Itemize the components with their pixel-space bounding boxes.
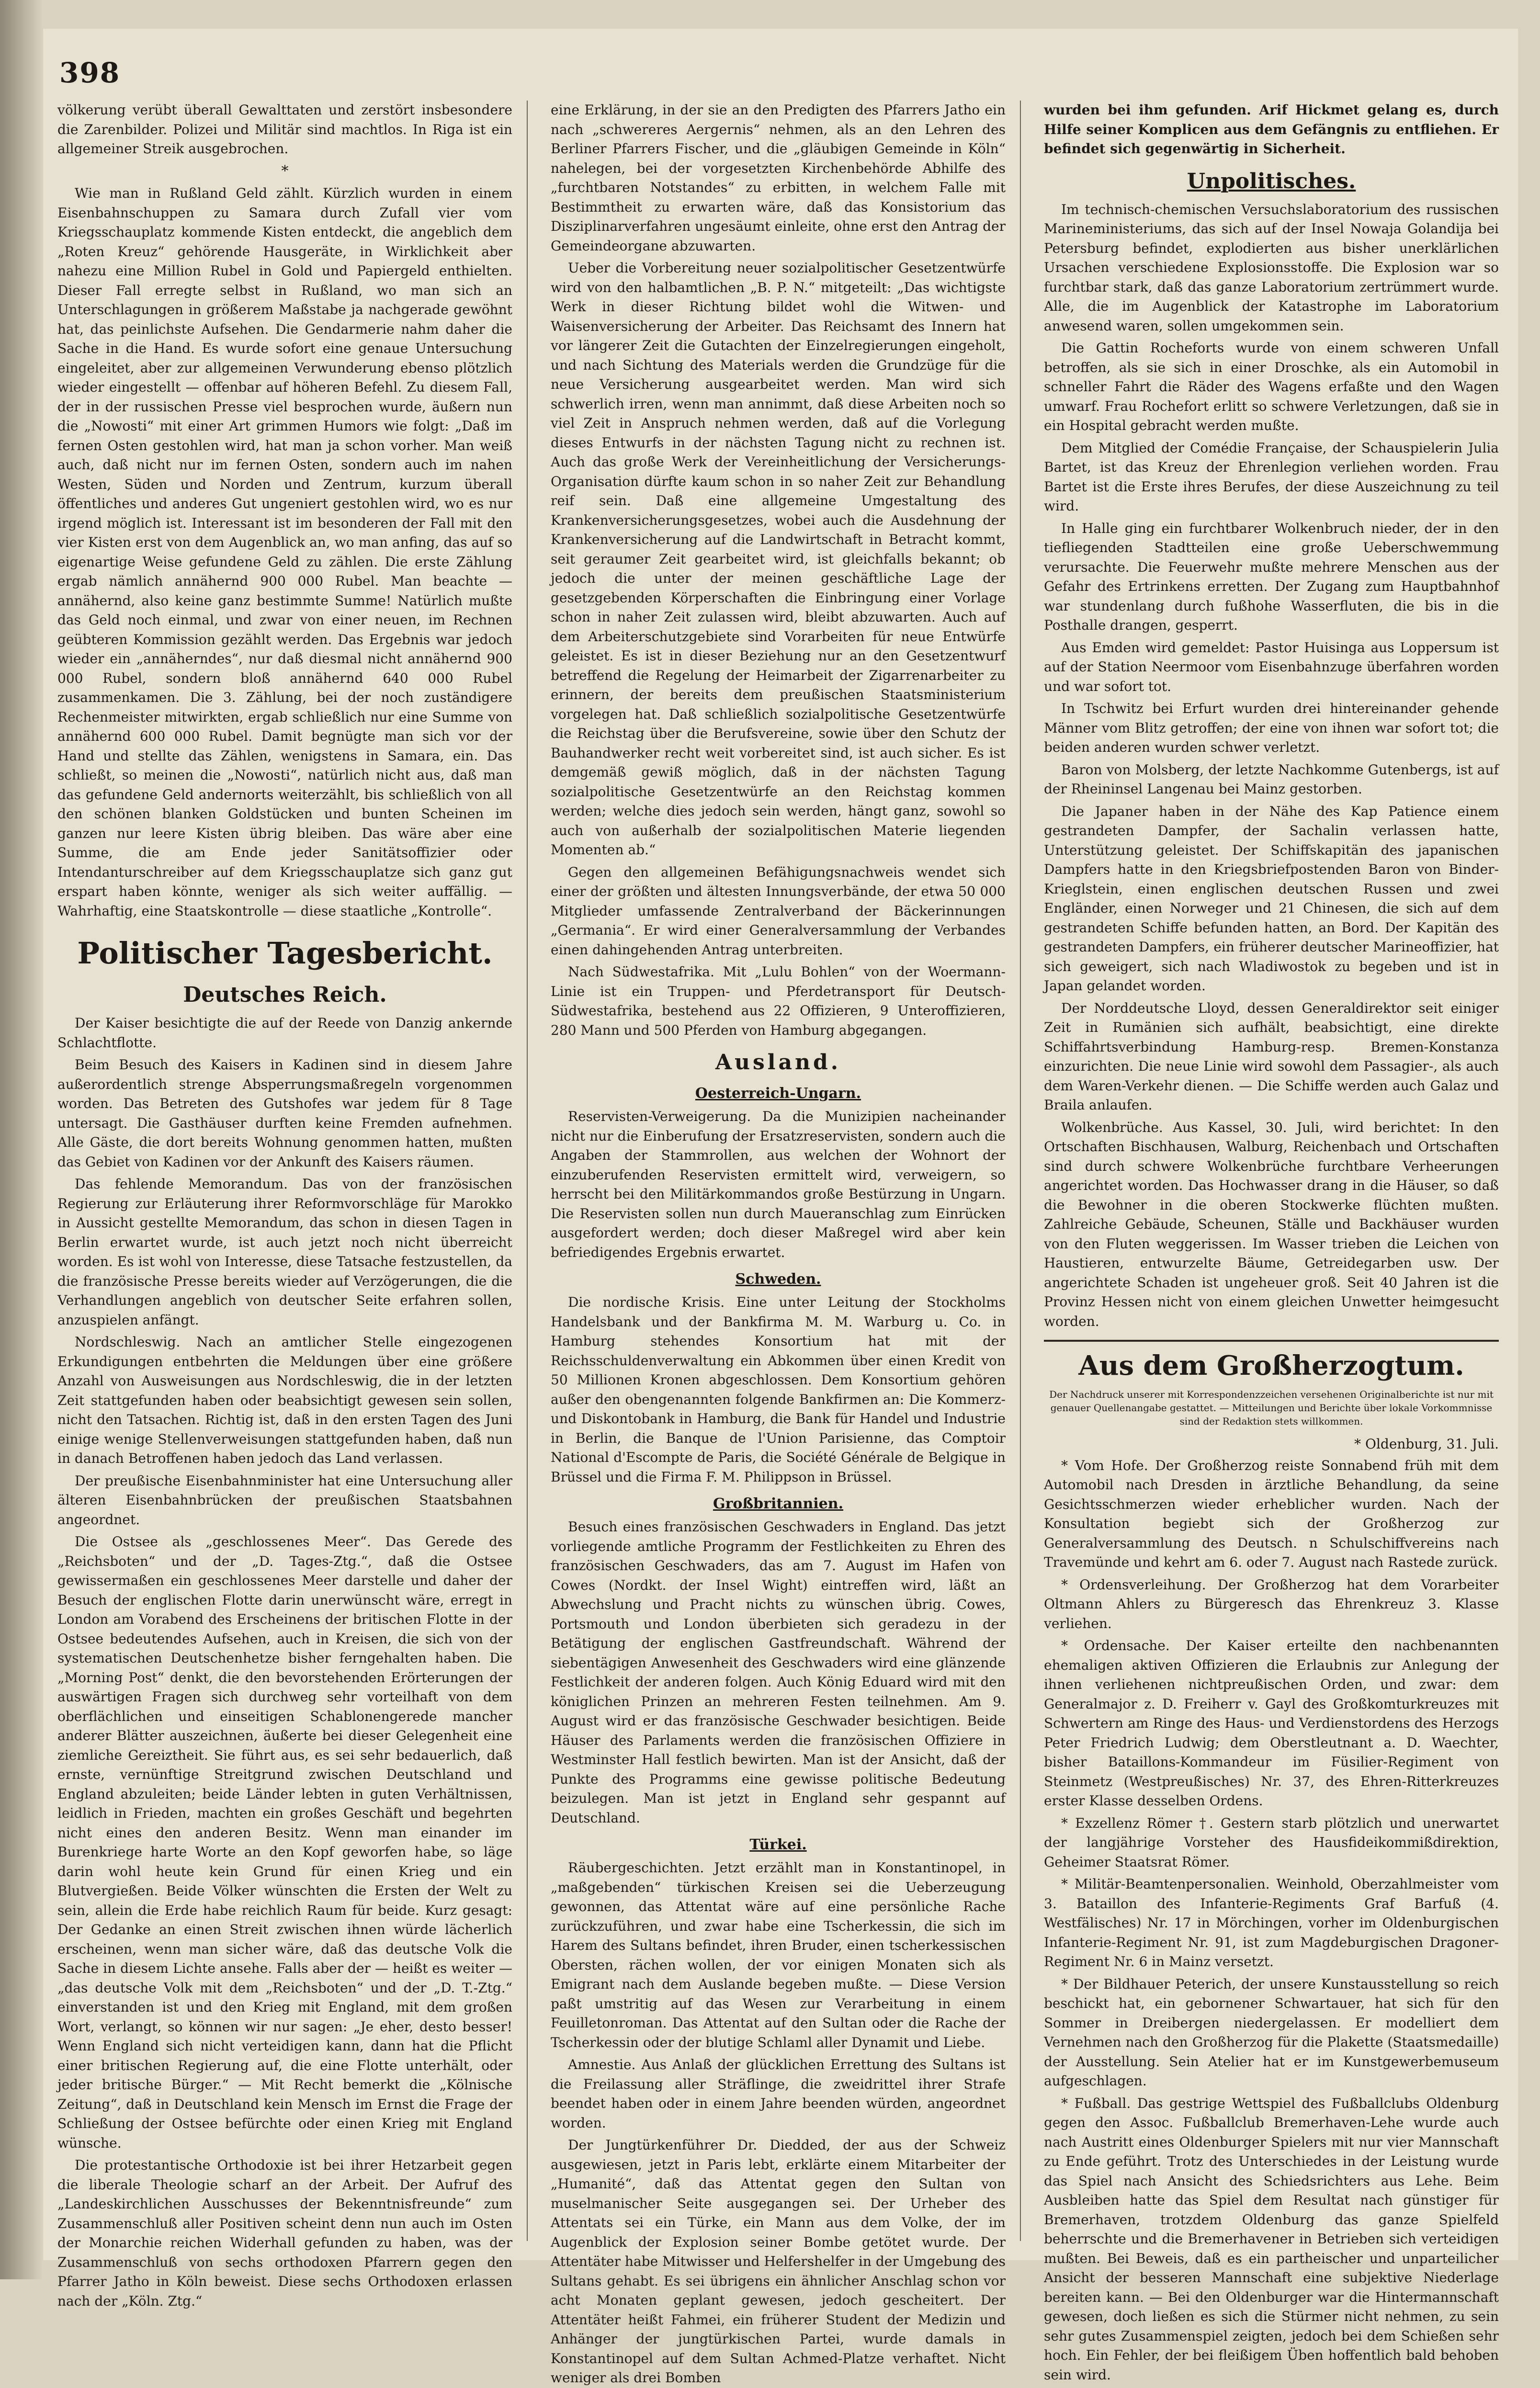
section-heading: Ausland.: [715, 1050, 841, 1075]
article-text: Der Norddeutsche Lloyd, dessen Generaldirektor seit einiger Zeit in Rumänien sich aufhält, beabsichtigt, eine direkte Schiffahrtsverbindung Hamburg-resp. Bremen-Konstanza einzurichten. Die neue Linie wird sowohl dem Passagier-, als auch dem Waren-Verkehr dienen. — Die Schiffe werden auch Galaz und Braila anlaufen.: [1044, 1000, 1499, 1113]
subsection-heading: Großbritannien.: [713, 1495, 844, 1512]
article-text: Die Gattin Rocheforts wurde von einem schweren Unfall betroffen, als sie sich in einer Droschke, als ein Automobil in schneller Fahrt die Räder des Wagens erfaßte und den Wagen umwarf. Frau Rochefort erlitt so schwere Verletzungen, daß sie in ein Hospital gebracht werden mußte.: [1044, 340, 1499, 433]
article-text: Wie man in Rußland Geld zählt. Kürzlich wurden in einem Eisenbahnschuppen zu Samara durch Zufall vier vom Kriegsschauplatz kommende Kisten entdeckt, die angeblich dem „Roten Kreuz“ gehörende Hausgeräte, in Wirklichkeit aber nahezu eine Million Rubel in Gold und Papiergeld enthielten. Dieser Fall erregte selbst in Rußland, wo man sich an Unterschlagungen in größerem Maßstabe ja nachgerade gewöhnt hat, das peinlichste Aufsehen. Die Gendarmerie nahm daher die Sache in die Hand. Es wurde sofort eine genaue Untersuchung eingeleitet, aber zur allgemeinen Verwunderung ebenso plötzlich wieder eingestellt — offenbar auf höheren Befehl. Zu diesem Fall, der in der russischen Presse viel besprochen wurde, äußern nun die „Nowosti“ mit einer Art grimmen Humors wie folgt: „Daß im fernen Osten gestohlen wird, hat man ja schon vorher. Man weiß auch, daß nicht nur im fernen Osten, sondern auch im nahen Westen, Süden und Norden und Zentrum, kurzum überall öffentliches und anderes Gut ungeniert gestohlen wird, wo es nur irgend möglich ist. Interessant ist im besonderen der Fall mit den vier Kisten erst von dem Augenblick an, wo man anfing, das auf so eigenartige Weise gefundene Geld zu zählen. Die erste Zählung ergab nämlich annähernd 900 000 Rubel. Man beachte — annähernd, also keine ganz bestimmte Summe! Natürlich mußte das Geld noch einmal, und zwar von einer neuen, im Rechnen geübteren Kommission gezählt werden. Das Ergebnis war jedoch wieder ein „annäherndes“, nur daß diesmal nicht annähernd 900 000 Rubel, sondern bloß annähernd 640 000 Rubel zusammenkamen. Die 3. Zählung, bei der noch zuständigere Rechenmeister mitwirkten, ergab schließlich nur eine Summe von annähernd 600 000 Rubel. Damit begnügte man sich vor der Hand und stellte das Zählen, wenigstens in Samara, ein. Das schließt, so meinen die „Nowosti“, natürlich nicht aus, daß man das gefundene Geld andernorts weiterzählt, bis schließlich von all den schönen blanken Goldstücken und bunten Scheinen im ganzen nur leere Kisten übrig bleiben. Das wäre aber eine Summe, die am Ende jeder Sanitätsoffizier oder Intendanturschreiber auf dem Kriegsschauplatze sich ganz gut erspart haben könnte, weniger als sich weiter auffällig. — Wahrhaftig, eine Staatskontrolle — diese staatliche „Kontrolle“.: [57, 185, 512, 919]
article-text: * Der Bildhauer Peterich, der unsere Kunstausstellung so reich beschickt hat, ein gebornener Schwartauer, hat sich für den Sommer in Dreibergen niedergelassen. Er modelliert dem Vernehmen nach den Großherzog für die Plakette (Staatsmedaille) der Ausstellung. Sein Atelier hat er im Kunstgewerbemuseum aufgeschlagen.: [1044, 1976, 1499, 2089]
article-text: * Fußball. Das gestrige Wettspiel des Fußballclubs Oldenburg gegen den Assoc. Fußballclub Bremerhaven-Lehe wurde auch nach Austritt eines Oldenburger Spielers mit nur vier Mannschaft zu Ende geführt. Trotz des Unterschiedes in der Leistung wurde das Spiel nach Ansicht des Schiedsrichters aus Lehe. Beim Ausbleiben hatte das Spiel dem Resultat nach günstiger für Bremerhaven, trotzdem Oldenburg das ganze Spielfeld beherrschte und die Bremerhavener in Betrieben sich verteidigen mußten. Bei Beweis, daß es ein partheischer und unparteilicher Ansicht der besseren Mannschaft eine subjektive Niederlage bereiten kann. — Bei den Oldenburger war die Hintermannschaft gewesen, doch ließen es sich die Stürmer nicht nehmen, zu sein sehr gutes Zusammenspiel zeigten, jedoch bei dem Schießen sehr hoch. Ein Fehler, der bei fleißigem Üben hoffentlich bald behoben sein wird.: [1044, 2095, 1499, 2383]
article-text: Nach Südwestafrika. Mit „Lulu Bohlen“ von der Woermann-Linie ist ein Truppen- und Pferdetransport für Deutsch-Südwestafrika, bestehend aus 22 Offizieren, 9 Unteroffizieren, 280 Mann und 500 Pferden von Hamburg abgegangen.: [551, 964, 1006, 1038]
article-text: In Halle ging ein furchtbarer Wolkenbruch nieder, der in den tiefliegenden Stadtteilen eine große Ueberschwemmung verursachte. Die Feuerwehr mußte mehrere Menschen aus der Gefahr des Ertrinkens erretten. Der Zugang zum Hauptbahnhof war stundenlang durch fußhohe Wasserfluten, die bis in die Posthalle drangen, gesperrt.: [1044, 520, 1499, 633]
article-text: Räubergeschichten. Jetzt erzählt man in Konstantinopel, in „maßgebenden“ türkischen Kreisen sei die Ueberzeugung gewonnen, das Attentat wäre auf eine persönliche Rache zurückzuführen, und zwar habe eine Tscherkessin, die sich im Harem des Sultans befindet, ihren Bruder, einen tscherkessischen Obersten, rächen wollen, der vor einigen Monaten sich als Emigrant nach dem Auslande begeben mußte. — Diese Version paßt umstritig auf das Wesen zur Verarbeitung in einem Feuilletonroman. Das Attentat auf den Sultan oder die Rache der Tscherkessin oder der blutige Schlaml aller Dynamit und Liebe.: [551, 1860, 1006, 2050]
column-1: [57, 101, 512, 2309]
article-text: Dem Mitglied der Comédie Française, der Schauspielerin Julia Bartet, ist das Kreuz der Ehrenlegion verliehen worden. Frau Bartet ist die Erste ihres Berufes, der diese Auszeichnung zu teil wird.: [1044, 440, 1499, 514]
article-text: Beim Besuch des Kaisers in Kadinen sind in diesem Jahre außerordentlich strenge Absperrungsmaßregeln vorgenommen worden. Das Betreten des Gutshofes war jedem für 8 Tage untersagt. Die Gasthäuser durften keine Fremden aufnehmen. Alle Gäste, die dort bereits Wohnung genommen hatten, mußten das Gebiet von Kadinen vor der Ankunft des Kaisers räumen.: [57, 1057, 512, 1170]
column-rule: [1020, 101, 1021, 2241]
column-rule: [527, 101, 528, 2241]
article-text: Der preußische Eisenbahnminister hat eine Untersuchung aller älteren Eisenbahnbrücken der preußischen Staatsbahnen angeordnet.: [57, 1472, 512, 1528]
column-3: [1044, 101, 1499, 2383]
subsection-heading: Türkei.: [749, 1836, 807, 1853]
subsection-heading: Schweden.: [735, 1271, 821, 1288]
article-text: wurden bei ihm gefunden. Arif Hickmet gelang es, durch Hilfe seiner Komplicen aus dem Gefängnis zu entfliehen. Er befindet sich gegenwärtig in Sicherheit.: [1044, 102, 1499, 157]
dateline: * Oldenburg, 31. Juli.: [1354, 1436, 1499, 1452]
column-2: [551, 101, 1006, 2386]
article-text: Gegen den allgemeinen Befähigungsnachweis wendet sich einer der größten und ältesten Innungsverbände, der etwa 50 000 Mitglieder umfassende Zentralverband der Bäckerinnungen „Germania“. Er wird einer Generalversammlung der Verbandes einen dahingehenden Antrag unterbreiten.: [551, 864, 1006, 958]
article-text: Die Ostsee als „geschlossenes Meer“. Das Gerede des „Reichsboten“ und der „D. Tages-Ztg.“, daß die Ostsee gewissermaßen ein geschlossenes Meer darstelle und daher der Besuch der englischen Flotte darin unerwünscht wäre, erregt in London am Vorabend des Erscheinens der britischen Flotte in der Ostsee bedeutendes Aufsehen, auch in Kreisen, die sich von der systematischen Deutschenhetze bisher ferngehalten haben. Die „Morning Post“ denkt, die den bevorstehenden Erörterungen der auswärtigen Fragen sich durchweg sehr vorteilhaft von dem oberflächlichen und einseitigen Schablonengerede mancher anderer Blätter auszeichnen, äußerte bei dieser Gelegenheit eine ziemliche Gereiztheit. Sie führt aus, es sei sehr bedauerlich, daß ernste, vernünftige Streitgrund zwischen Deutschland und England abzuleiten; beide Länder lebten in guten Verhältnissen, leidlich in Frieden, machten ein großes Geschäft und begehrten nicht eines den anderen Besitz. Wenn man einander im Burenkriege harte Worte an den Kopf geworfen habe, so läge darin wohl heute kein Grund für einen Krieg und ein Blutvergießen. Beide Völker wünschten die Ersten der Welt zu sein, allein die Erde habe reichlich Raum für beide. Kurz gesagt: Der Gedanke an einen Streit zwischen ihnen würde lächerlich erscheinen, wenn man sicher wäre, daß das deutsche Volk die Sache in diesem Lichte ansehe. Falls aber der — heißt es weiter — „das deutsche Volk mit dem „Reichsboten“ und der „D. T.-Ztg.“ einverstanden ist und den Krieg mit England, mit dem großen Wort, verlangt, so können wir nur sagen: „Je eher, desto besser! Wenn England sich nicht verteidigen kann, dann hat die Pflicht einer britischen Regierung auf, die eine Flotte unterhält, oder jeder britische Bürger.“ — Mit Recht bemerkt die „Kölnische Zeitung“, daß in Deutschland kein Mensch im Ernst die Frage der Schließung der Ostsee befürchte oder einen Krieg mit England wünsche.: [57, 1534, 512, 2151]
book-binding: [0, 0, 43, 2279]
article-text: * Militär-Beamtenpersonalien. Weinhold, Oberzahlmeister vom 3. Bataillon des Infanterie-Regiments Graf Barfuß (4. Westfälisches) Nr. 17 in Mörchingen, vorher im Oldenburgischen Infanterie-Regiment Nr. 91, ist zum Magdeburgischen Dragoner-Regiment Nr. 6 in Mainz versetzt.: [1044, 1876, 1499, 1969]
article-text: Besuch eines französischen Geschwaders in England. Das jetzt vorliegende amtliche Programm der Festlichkeiten zu Ehren des französischen Geschwaders, das am 7. August im Hafen von Cowes (Nordkt. der Insel Wight) eintreffen wird, läßt an Abwechslung und Pracht nichts zu wünschen übrig. Cowes, Portsmouth und London überbieten sich geradezu in der Betätigung der englischen Gastfreundschaft. Während der siebentägigen Anwesenheit des Geschwaders wird eine glänzende Festlichkeit der anderen folgen. Auch König Eduard wird mit den königlichen Prinzen an mehreren Festen teilnehmen. Am 9. August wird er das französische Geschwader besichtigen. Beide Häuser des Parlaments werden die französischen Offiziere in Westminster Hall festlich bewirten. Man ist der Ansicht, daß der Punkte des Programms eine gewisse politische Bedeutung beizulegen. Man ist jetzt in England sehr gespannt auf Deutschland.: [551, 1519, 1006, 1826]
section-heading: Unpolitisches.: [1187, 169, 1356, 193]
article-text: eine Erklärung, in der sie an den Predigten des Pfarrers Jatho ein nach „schwereres Aergernis“ nehmen, als an den Lehren des Berliner Pfarrers Fischer, und die „gläubigen Gemeinde in Köln“ nahelegen, bei der vorgesetzten Kirchenbehörde Abhilfe des „furchtbaren Notstandes“ zu erbitten, in welchem Falle mit Bestimmtheit zu erwarten wäre, daß das Konsistorium das Disziplinarverfahren ungesäumt einleite, ohne erst den Antrag der Gemeindeorgane abzuwarten.: [551, 102, 1006, 254]
article-text: Reservisten-Verweigerung. Da die Munizipien nacheinander nicht nur die Einberufung der Ersatzreservisten, sondern auch die Angaben der Stammrollen, aus welchen der Wohnort der einzuberufenden Reservisten ermittelt wird, verweigern, so herrscht bei den Militärkommandos große Bestürzung in Ungarn. Die Reservisten sollen nun durch Maueranschlag zum Einrücken ausgefordert werden; doch dieser Maßregel wird aber kein befriedigendes Ergebnis erwartet.: [551, 1109, 1006, 1260]
article-text: * Ordensache. Der Kaiser erteilte den nachbenannten ehemaligen aktiven Offizieren die Erlaubnis zur Anlegung der ihnen verliehenen nichtpreußischen Orden, und zwar: dem Generalmajor z. D. Freiherr v. Gayl des Großkomturkreuzes mit Schwertern am Ringe des Haus- und Verdienstordens des Herzogs Peter Friedrich Ludwig; dem Oberstleutnant a. D. Waechter, bisher Bataillons-Kommandeur im Füsilier-Regiment von Steinmetz (Westpreußisches) Nr. 37, des Ehren-Ritterkreuzes erster Klasse desselben Ordens.: [1044, 1638, 1499, 1809]
article-text: Im technisch-chemischen Versuchslaboratorium des russischen Marineministeriums, das sich auf der Insel Nowaja Golandija bei Petersburg befindet, explodierten aus bisher unerklärlichen Ursachen verschiedene Explosionsstoffe. Die Explosion war so furchtbar stark, daß das ganze Laboratorium zertrümmert wurde. Alle, die im Augenblick der Katastrophe im Laboratorium anwesend waren, sollen umgekommen sein.: [1044, 201, 1499, 334]
section-divider: [1044, 1340, 1499, 1342]
article-text: Amnestie. Aus Anlaß der glücklichen Errettung des Sultans ist die Freilassung aller Sträflinge, die zweidrittel ihrer Strafe beendet haben oder in einem Jahre beenden würden, angeordnet worden.: [551, 2057, 1006, 2131]
article-text: Baron von Molsberg, der letzte Nachkomme Gutenbergs, ist auf der Rheininsel Langenau bei Mainz gestorben.: [1044, 761, 1499, 797]
article-text: Nordschleswig. Nach an amtlicher Stelle eingezogenen Erkundigungen entbehrten die Meldungen über eine größere Anzahl von Ausweisungen aus Nordschleswig, die in der letzten Zeit stattgefunden haben oder beabsichtigt gewesen sein sollen, nicht den Tatsachen. Richtig ist, daß in den ersten Tagen des Juni einige wenige Stellenverweisungen stattgefunden haben, daß nun in danach Betroffenen haben jedoch das Land verlassen.: [57, 1334, 512, 1466]
separator-star: *: [281, 162, 289, 180]
article-text: * Vom Hofe. Der Großherzog reiste Sonnabend früh mit dem Automobil nach Dresden in ärztliche Behandlung, da seine Gesichtsschmerzen wieder erheblicher wurden. Nach der Konsultation begiebt sich der Großherzog zur Generalversammlung des Deutsch. n Schulschiffvereins nach Travemünde und kehrt am 6. oder 7. August nach Rastede zurück.: [1044, 1457, 1499, 1570]
reprint-notice: Der Nachdruck unserer mit Korrespondenzzeichen versehenen Originalberichte ist nur mit genauer Quellenangabe gestattet. — Mitteilungen und Berichte über lokale Vorkommnisse sind der Redaktion stets willkommen.: [1049, 1389, 1494, 1427]
article-text: In Tschwitz bei Erfurt wurden drei hintereinander gehende Männer vom Blitz getroffen; der eine von ihnen war sofort tot; die beiden anderen wurden schwer verletzt.: [1044, 701, 1499, 755]
article-text: Das fehlende Memorandum. Das von der französischen Regierung zur Erläuterung ihrer Reformvorschläge für Marokko in Aussicht gestellte Memorandum, das schon in diesen Tagen in Berlin erwartet wurde, ist auch jetzt noch nicht überreicht worden. Es ist wohl von Interesse, diese Tatsache festzustellen, da die französische Presse bereits wieder auf Verzögerungen, die die Verhandlungen angeblich von deutscher Seite erfahren sollen, anzuspielen anfängt.: [57, 1176, 512, 1328]
article-text: Die Japaner haben in der Nähe des Kap Patience einem gestrandeten Dampfer, der Sachalin verlassen hatte, Unterstützung geleistet. Der Schiffskapitän des japanischen Dampfers hatte in den Kriegsbriefpostenden Baron von Binder-Krieglstein, einen englischen deutschen Russen und zwei Engländer, einen Norweger und 21 Chinesen, die sich auf dem gestrandeten Schiffe befunden hatten, an Bord. Der Kapitän des gestrandeten Dampfers, ein früherer deutscher Marineoffizier, hat sich geweigert, sich nach Wladiwostok zu begeben und ist in Japan gelandet worden.: [1044, 803, 1499, 994]
article-text: Ueber die Vorbereitung neuer sozialpolitischer Gesetzentwürfe wird von den halbamtlichen „B. P. N.“ mitgeteilt: „Das wichtigste Werk in dieser Richtung bildet wohl die Witwen- und Waisenversicherung der Arbeiter. Das Reichsamt des Innern hat vor längerer Zeit die Gutachten der Einzelregierungen eingeholt, und nach Sichtung des Materials werden die Grundzüge für die neue Versicherung ausgearbeitet werden. Man wird sich schwerlich irren, wenn man annimmt, daß diese Arbeiten noch so viel Zeit in Anspruch nehmen werden, daß auf die Vorlegung dieses Entwurfs in der nächsten Tagung nicht zu rechnen ist. Auch das große Werk der Vereinheitlichung der Versicherungs-Organisation dürfte kaum schon in so naher Zeit zur Behandlung reif sein. Daß eine allgemeine Umgestaltung des Krankenversicherungsgesetzes, wobei auch die Ausdehnung der Krankenversicherung auf die Landwirtschaft in Betracht kommt, seit geraumer Zeit gearbeitet wird, ist gleichfalls bekannt; ob jedoch die unter der meinen geschäftliche Lage der gesetzgebenden Körperschaften die Einbringung einer Vorlage schon in naher Zeit zulassen wird, bleibt abzuwarten. Auch auf dem Arbeiterschutzgebiete sind Vorarbeiten für neue Entwürfe geleistet. Es ist in dieser Beziehung nur an den Gesetzentwurf betreffend die Regelung der Heimarbeit der Zigarrenarbeiter zu erinnern, der bereits dem preußischen Staatsministerium vorgelegen hat. Daß schließlich sozialpolitische Gesetzentwürfe die Reichstag über die Berufsvereine, sowie über den Schutz der Bauhandwerker recht weit vorbereitet sind, ist auch sicher. Es ist demgemäß gewiß möglich, daß in der nächsten Tagung sozialpolitische Gesetzentwürfe an den Reichstag kommen werden; welche dies jedoch sein werden, hängt ganz, sowohl so auch von außerhalb der sozialpolitischen Materie liegenden Momenten ab.“: [551, 260, 1006, 858]
article-text: Aus Emden wird gemeldet: Pastor Huisinga aus Loppersum ist auf der Station Neermoor vom Eisenbahnzuge überfahren worden und war sofort tot.: [1044, 639, 1499, 694]
article-text: Die protestantische Orthodoxie ist bei ihrer Hetzarbeit gegen die liberale Theologie scharf an der Arbeit. Der Aufruf des „Landeskirchlichen Ausschusses der Bekenntnisfreunde“ zum Zusammenschluß aller Positiven scheint denn nun auch im Osten der Monarchie reichen Widerhall gefunden zu haben, was der Zusammenschluß von sechs orthodoxen Pfarrern gegen den Pfarrer Jatho in Köln beweist. Diese sechs Orthodoxen erlassen nach der „Köln. Ztg.“: [57, 2157, 512, 2309]
article-text: völkerung verübt überall Gewalttaten und zerstört insbesondere die Zarenbilder. Polizei und Militär sind machtlos. In Riga ist ein allgemeiner Streik ausgebrochen.: [57, 102, 512, 157]
article-text: Der Jungtürkenführer Dr. Diedded, der aus der Schweiz ausgewiesen, jetzt in Paris lebt, erklärte einem Mitarbeiter der „Humanité“, daß das Attentat gegen den Sultan von muselmanischer Seite ausgegangen sei. Der Urheber des Attentats sei ein Türke, ein Mann aus dem Volke, der im Augenblick der Explosion seiner Bombe getötet wurde. Der Attentäter habe Mitwisser und Helfershelfer in der Umgebung des Sultans gehabt. Es sei übrigens ein ähnlicher Anschlag schon vor acht Monaten geplant gewesen, jedoch gescheitert. Der Attentäter heißt Fahmei, ein früherer Student der Medizin und Anhänger der jungtürkischen Partei, wurde damals in Konstantinopel auf dem Sultan Achmed-Platze verhaftet. Nicht weniger als drei Bomben: [551, 2137, 1006, 2386]
article-text: * Exzellenz Römer †. Gestern starb plötzlich und unerwartet der langjährige Vorsteher des Hausfideikommißdirektion, Geheimer Staatsrat Römer.: [1044, 1815, 1499, 1870]
section-heading: Aus dem Großherzogtum.: [1078, 1350, 1464, 1381]
subsection-heading: Oesterreich-Ungarn.: [695, 1085, 861, 1102]
newspaper-page: [43, 29, 1518, 2386]
article-text: Die nordische Krisis. Eine unter Leitung der Stockholms Handelsbank und der Bankfirma M. M. Warburg u. Co. in Hamburg stehendes Konsortium hat mit der Reichsschuldenverwaltung ein Abkommen über einen Kredit von 50 Millionen Kronen abgeschlossen. Dem Konsortium gehören außer den obengenannten folgende Bankfirmen an: Die Kommerz- und Diskontobank in Hamburg, die Bank für Handel und Industrie in Berlin, die Banque de l'Union Parisienne, das Comptoir National d'Escompte de Paris, die Société Générale de Belgique in Brüssel und die Firma F. M. Philippson in Brüssel.: [551, 1294, 1006, 1485]
article-text: * Ordensverleihung. Der Großherzog hat dem Vorarbeiter Oltmann Ahlers zu Bürgeresch das Ehrenkreuz 3. Klasse verliehen.: [1044, 1576, 1499, 1631]
section-heading: Politischer Tagesbericht.: [77, 936, 493, 971]
article-text: Wolkenbrüche. Aus Kassel, 30. Juli, wird berichtet: In den Ortschaften Bischhausen, Walburg, Reichenbach und Ortschaften sind durch schwere Wolkenbrüche furchtbare Verheerungen angerichtet worden. Das Hochwasser drang in die Häuser, so daß die Bewohner in die oberen Stockwerke flüchten mußten. Zahlreiche Gebäude, Scheunen, Ställe und Backhäuser wurden von den Fluten weggerissen. Im Wasser trieben die Leichen von Haustieren, entwurzelte Bäume, Getreidegarben usw. Der angerichtete Schaden ist ungeheuer groß. Seit 40 Jahren ist die Provinz Hessen nicht von einem gleichen Unwetter heimgesucht worden.: [1044, 1119, 1499, 1329]
subsection-heading: Deutsches Reich.: [183, 983, 387, 1007]
article-text: Der Kaiser besichtigte die auf der Reede von Danzig ankernde Schlachtflotte.: [57, 1015, 512, 1051]
page-number: 398: [59, 57, 121, 89]
